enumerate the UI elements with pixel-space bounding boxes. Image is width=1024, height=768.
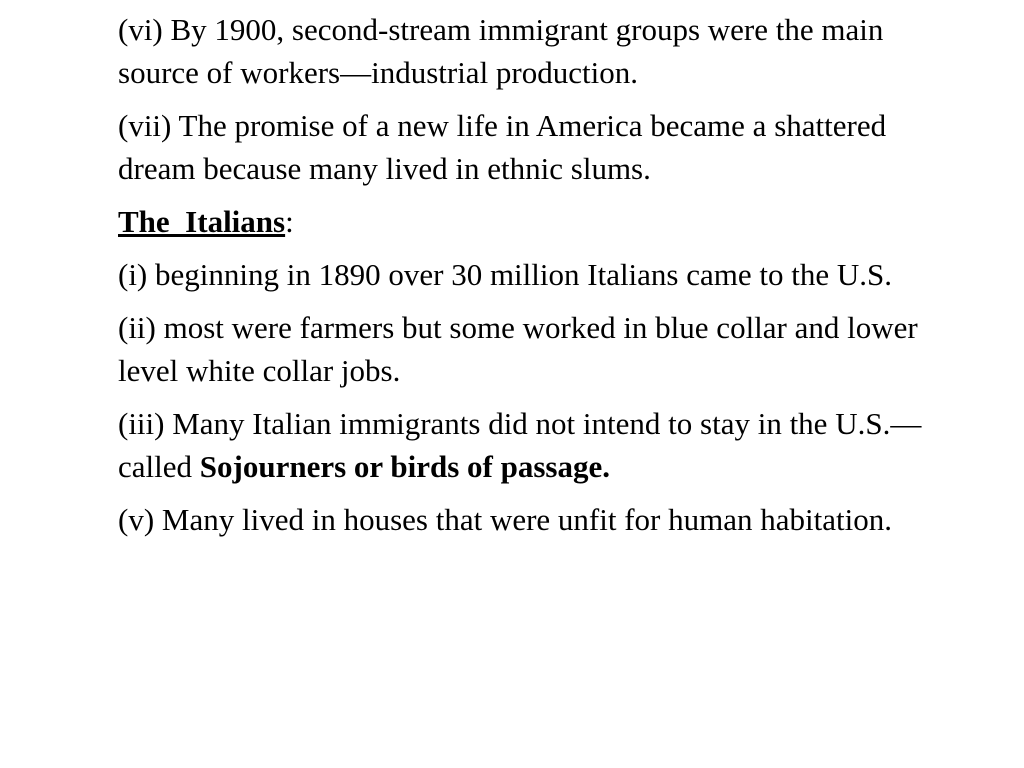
paragraph-ii: (ii) most were farmers but some worked in blue collar and lower level white collar jobs. [118,310,918,388]
sojourners-term: Sojourners or birds of passage. [199,449,610,484]
heading-colon: : [285,204,294,239]
section-heading [118,200,944,243]
heading-title: The Italians [118,204,286,239]
paragraph-vii: (vii) The promise of a new life in America became a shattered dream because many lived in ethnic slums. [118,108,887,186]
paragraph-iii-text: (iii) Many Italian immigrants did not intend to stay in the U.S.—called [118,406,922,484]
paragraph-v: (v) Many lived in houses that were unfit for human habitation. [118,502,892,537]
paragraph-vi: (vi) By 1900, second-stream immigrant groups were the main source of workers—industrial production. [118,12,884,90]
paragraph-iii [118,402,944,488]
paragraph-i: (i) beginning in 1890 over 30 million Italians came to the U.S. [118,257,893,292]
